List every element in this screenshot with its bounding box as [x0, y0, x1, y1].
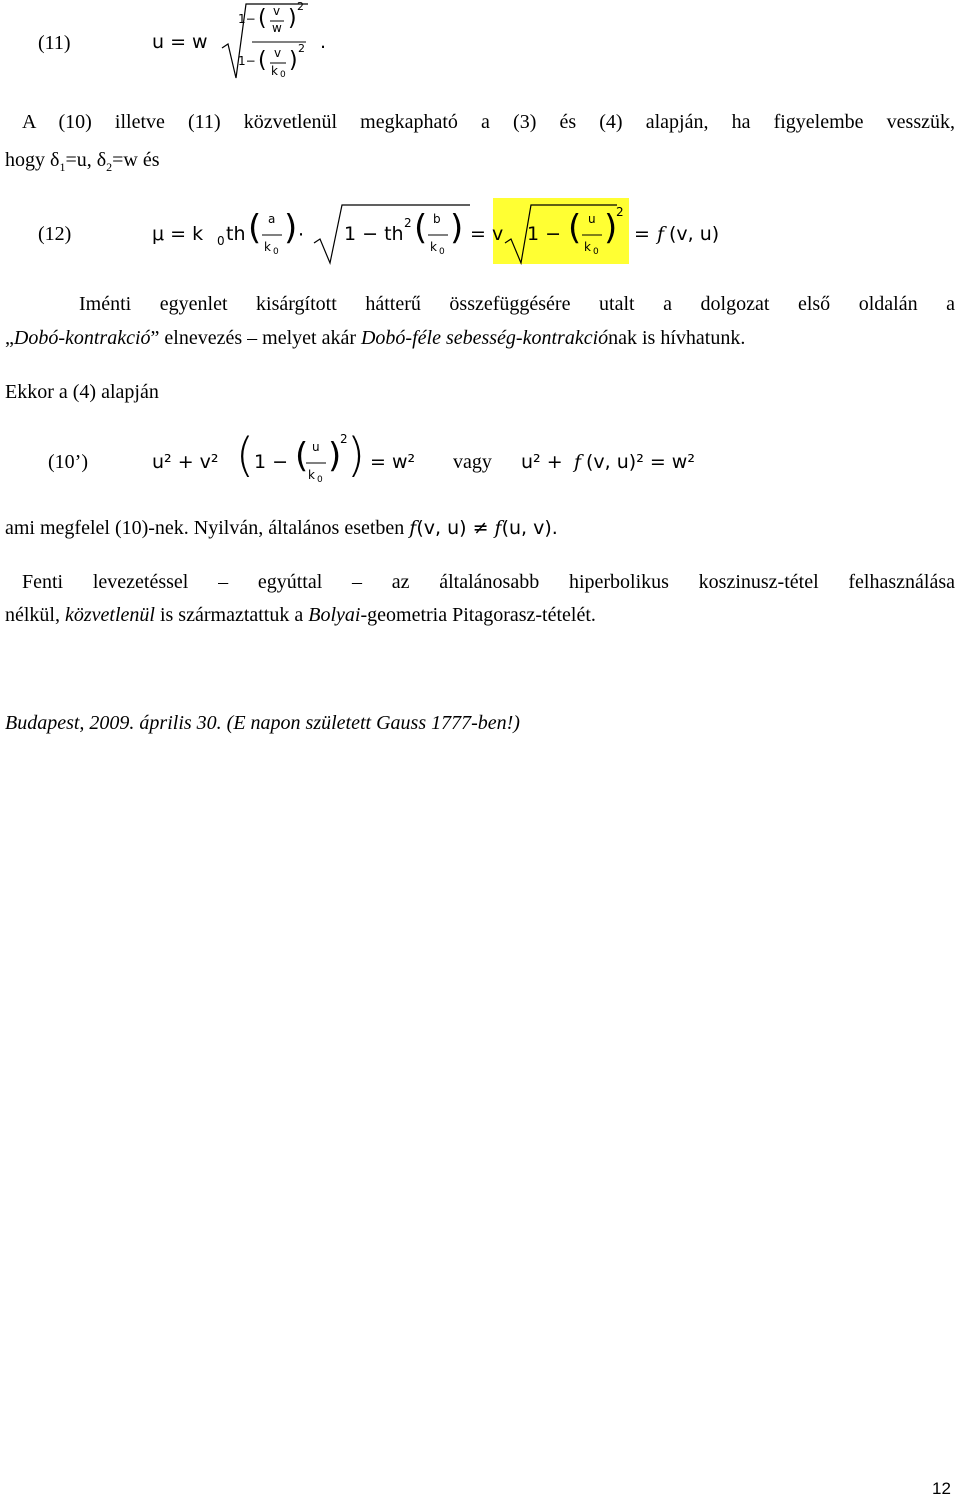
date-signature: Budapest, 2009. április 30. (E napon született Gauss 1777-ben!): [5, 712, 520, 734]
text-line: Fenti levezetéssel – egyúttal – az általánosabb hiperbolikus koszinusz-tétel felhasználása: [22, 571, 955, 593]
fraction-numerator-u: u: [312, 440, 320, 454]
paren-close: ): [288, 6, 297, 31]
subscript: 2: [106, 160, 113, 174]
fraction-bar: [262, 234, 284, 236]
text-fragment: is származtattuk a: [154, 604, 309, 626]
exponent: 2: [340, 432, 348, 446]
th-function: th: [226, 223, 246, 245]
equals: =: [634, 223, 650, 245]
u2-plus: u² +: [521, 451, 563, 473]
text-fragment: -geometria Pitagorasz-tételét.: [360, 604, 596, 626]
paren-close: ): [328, 436, 342, 476]
text-line: Iménti egyenlet kisárgított hátterű összefüggésére utalt a dolgozat első oldalán a: [79, 293, 955, 315]
dot-operator: ·: [298, 224, 305, 246]
k-subscript: 0: [217, 234, 225, 248]
function-f: f: [657, 223, 665, 245]
paren-open: (: [258, 48, 267, 73]
denominator-k: k: [271, 64, 278, 78]
italic-term: közvetlenül: [65, 604, 155, 626]
text-fragment: elnevezés – melyet akár: [159, 327, 361, 349]
text-line: [5, 149, 160, 175]
one-minus: 1 −: [254, 451, 289, 473]
connector-word: vagy: [453, 451, 492, 473]
italic-term: Bolyai: [308, 604, 361, 626]
paren-open: (: [568, 208, 582, 248]
k-subscript: 0: [593, 247, 599, 257]
paren-open: (: [414, 208, 428, 248]
text-fragment: nak is hívhatunk.: [608, 327, 746, 349]
fraction-bar: [582, 234, 604, 236]
fraction-bar: [428, 234, 450, 236]
paren-open: (: [295, 436, 309, 476]
text-line: A (10) illetve (11) közvetlenül megkapható a (3) és (4) alapján, ha figyelembe vesszük,: [22, 111, 955, 133]
fraction-denominator-k: k: [264, 240, 271, 254]
text-fragment: =u, δ: [65, 149, 107, 171]
text-line: Ekkor a (4) alapján: [5, 381, 159, 403]
paren-close: ): [284, 208, 298, 248]
numerator-v: v: [273, 4, 281, 18]
big-paren-open: (: [236, 428, 254, 482]
exponent: 2: [616, 205, 624, 219]
fraction-denominator-k: k: [308, 468, 315, 482]
denominator-one: 1−: [238, 54, 256, 68]
text-fragment: ami megfelel (10)-nek. Nyilván, általános esetben: [5, 517, 410, 539]
not-equal: ≠: [466, 517, 495, 539]
function-f: f: [409, 517, 417, 539]
denominator-v: v: [274, 46, 282, 60]
equation-label: (12): [38, 223, 72, 245]
italic-term: Dobó-féle sebesség-kontrakció: [360, 327, 609, 349]
page-number: 12: [932, 1479, 951, 1498]
k-subscript: 0: [273, 247, 279, 257]
paren-close: ): [604, 208, 618, 248]
italic-term: Dobó-kontrakció: [13, 327, 151, 349]
paren-open: (: [248, 208, 262, 248]
denominator-k-subscript: 0: [280, 70, 286, 80]
function-args: (v, u): [416, 517, 467, 539]
function-f: f: [574, 451, 582, 473]
paren-close: ): [450, 208, 464, 248]
equals-v: = v: [470, 223, 504, 245]
text-fragment: nélkül,: [5, 604, 65, 626]
text-fragment: hogy δ: [5, 149, 60, 171]
equation-lhs: u = w: [152, 31, 208, 53]
k-subscript: 0: [439, 247, 445, 257]
quote-open: „: [5, 327, 14, 349]
one-minus: 1 −: [527, 223, 562, 245]
function-f: f: [494, 517, 502, 539]
numerator-exponent: 2: [297, 0, 304, 13]
equals-w2: = w²: [370, 451, 416, 473]
u2-plus-v2: u² + v²: [152, 451, 219, 473]
paren-open: (: [258, 6, 267, 31]
equation-label: (10’): [48, 451, 88, 473]
function-args: (v, u)² = w²: [586, 451, 695, 473]
mu-k: μ = k: [152, 223, 204, 245]
big-paren-close: ): [347, 428, 365, 482]
paren-close: ): [289, 48, 298, 73]
fraction-denominator-k: k: [584, 240, 591, 254]
quote-close: ”: [150, 327, 160, 349]
period: .: [320, 31, 327, 53]
fraction-numerator-a: a: [268, 212, 276, 226]
equation-label: (11): [38, 32, 71, 54]
fraction-numerator-u: u: [588, 212, 596, 226]
numerator-one: 1−: [238, 12, 256, 26]
fraction-denominator-k: k: [430, 240, 437, 254]
numerator-w: w: [272, 21, 282, 35]
function-args: (u, v).: [501, 517, 558, 539]
k-subscript: 0: [317, 475, 323, 485]
fraction-numerator-b: b: [433, 212, 441, 226]
one-minus-th: 1 − th: [344, 223, 404, 245]
function-args: (v, u): [669, 223, 720, 245]
exponent: 2: [404, 216, 412, 230]
fraction-bar: [306, 462, 328, 464]
text-fragment: =w és: [112, 149, 160, 171]
denominator-exponent: 2: [298, 42, 305, 55]
text-line: [5, 327, 745, 350]
text-line: [5, 517, 558, 540]
subscript: 1: [59, 160, 66, 174]
text-line: [5, 604, 596, 627]
